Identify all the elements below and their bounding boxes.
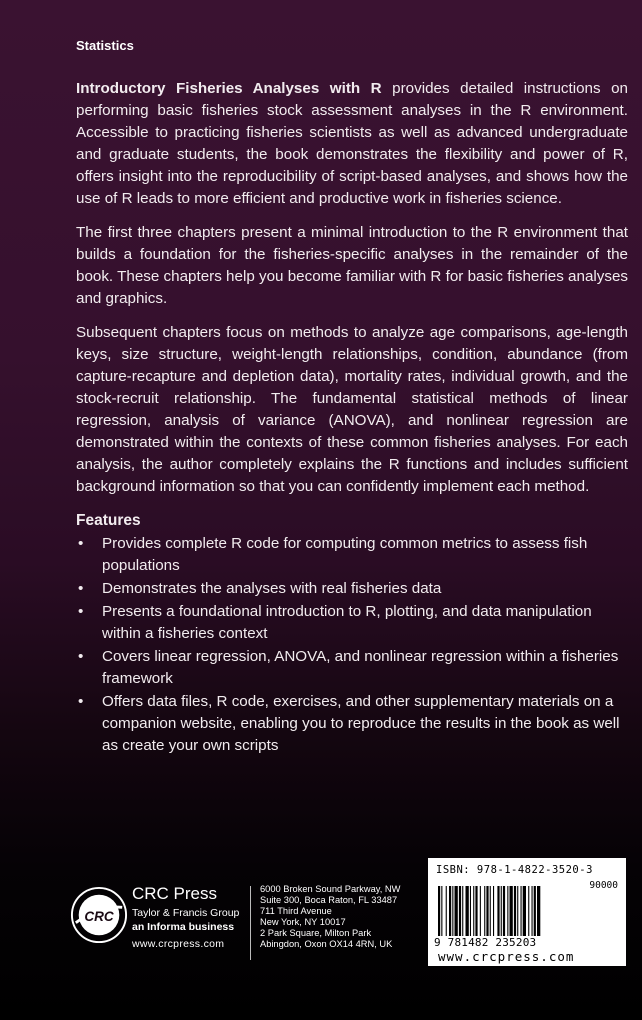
publisher-addresses (260, 884, 400, 950)
barcode-bar (507, 886, 508, 936)
publisher-website[interactable]: www.crcpress.com (132, 938, 225, 950)
address-line: 711 Third Avenue (260, 906, 332, 916)
barcode-bar (475, 886, 477, 936)
paragraph-chapters-intro: The first three chapters present a minimal introduction to the R environment that builds a foundation for the fisheries-specific analyses in the remainder of the book. These chapters help you become familiar with R for basic fisheries analyses and graphics. (76, 224, 628, 307)
bullet-icon: • (78, 648, 84, 665)
address-line: 2 Park Square, Milton Park (260, 928, 372, 938)
logo-text: CRC (84, 908, 114, 924)
barcode-bar (490, 886, 491, 936)
barcode-bar (537, 886, 540, 936)
barcode-bar (466, 886, 469, 936)
barcode-bar (462, 886, 463, 936)
barcode-bar (486, 886, 488, 936)
publisher-block (70, 882, 430, 962)
barcode-bar (523, 886, 526, 936)
back-cover-text (76, 78, 628, 758)
address-line: Suite 300, Boca Raton, FL 33487 (260, 895, 398, 905)
barcode-bar (470, 886, 471, 936)
barcode-digits: 9 781482 235203 (434, 936, 537, 949)
bullet-icon: • (78, 580, 84, 597)
feature-item: • Demonstrates the analyses with real fisheries data (76, 578, 628, 600)
bullet-icon: • (78, 535, 84, 552)
category-label: Statistics (76, 38, 134, 53)
barcode-bar (521, 886, 522, 936)
barcode-bar (452, 886, 453, 936)
barcode-bar (480, 886, 481, 936)
barcode-bar (493, 886, 494, 936)
feature-item: • Offers data files, R code, exercises, and other supplementary materials on a companion website, enabling you to reproduce the results in the book as well as create your own scripts (78, 693, 620, 754)
barcode-bar (532, 886, 533, 936)
barcode-bar (503, 886, 505, 936)
divider (250, 886, 251, 960)
isbn-label: ISBN: 978-1-4822-3520-3 (436, 864, 593, 876)
barcode-bar (501, 886, 502, 936)
isbn-box (428, 858, 626, 966)
publisher-name: CRC Press (132, 884, 218, 903)
barcode-bar (484, 886, 485, 936)
barcode-bar (514, 886, 516, 936)
crc-press-logo-icon (70, 886, 128, 944)
book-title: Introductory Fisheries Analyses with R (76, 80, 382, 97)
feature-item: • Provides complete R code for computing common metrics to assess fish populations (78, 535, 588, 574)
barcode-bar (534, 886, 536, 936)
paragraph-chapters-methods: Subsequent chapters focus on methods to analyze age comparisons, age-length keys, size structure, weight-length relationships, condition, abundance (from capture-recapture and depletion data), mortality rates, individual growth, and the stock-recruit relationship. The fundamental statistical methods of linear regression, analysis of variance (ANOVA), and nonlinear regression are demonstrated within the contexts of these common fisheries analyses. For each analysis, the author completely explains the R functions and includes sufficient background information so that you can confidently implement each method. (76, 324, 628, 495)
barcode-bar (517, 886, 518, 936)
intro-paragraph (76, 78, 628, 210)
address-line: Abingdon, Oxon OX14 4RN, UK (260, 939, 393, 949)
barcode-bar (497, 886, 499, 936)
barcode-bar (473, 886, 474, 936)
features-heading: Features (76, 512, 141, 529)
intro-text: provides detailed instructions on performing basic fisheries stock assessment analyses in the R environment. Accessible to practicing fisheries scientists as well as advanced undergraduate and graduate students, the book demonstrates the flexibility and power of R, offers insight into the reproducibility of script-based analyses, and shows how the use of R leads to more efficient and productive work in fisheries science. (76, 80, 628, 207)
barcode-bar (510, 886, 513, 936)
barcode-bar (441, 886, 442, 936)
barcode-bar (449, 886, 451, 936)
barcode-icon (436, 886, 618, 938)
barcode-bar (459, 886, 461, 936)
price-code: 90000 (589, 880, 618, 891)
barcode-bar (455, 886, 458, 936)
address-line: New York, NY 10017 (260, 917, 346, 927)
features-list (76, 533, 628, 757)
barcode-bar (528, 886, 529, 936)
bullet-icon: • (78, 693, 84, 710)
publisher-informa: an Informa business (132, 921, 235, 933)
address-line: 6000 Broken Sound Parkway, NW (260, 884, 401, 894)
barcode-bar (446, 886, 447, 936)
publisher-group: Taylor & Francis Group (132, 907, 240, 919)
bullet-icon: • (78, 603, 84, 620)
isbn-website[interactable]: www.crcpress.com (438, 949, 575, 964)
feature-item: • Presents a foundational introduction to R, plotting, and data manipulation within a fisheries context (78, 603, 592, 642)
feature-item: • Covers linear regression, ANOVA, and nonlinear regression within a fisheries framework (78, 648, 619, 687)
barcode-bar (438, 886, 440, 936)
